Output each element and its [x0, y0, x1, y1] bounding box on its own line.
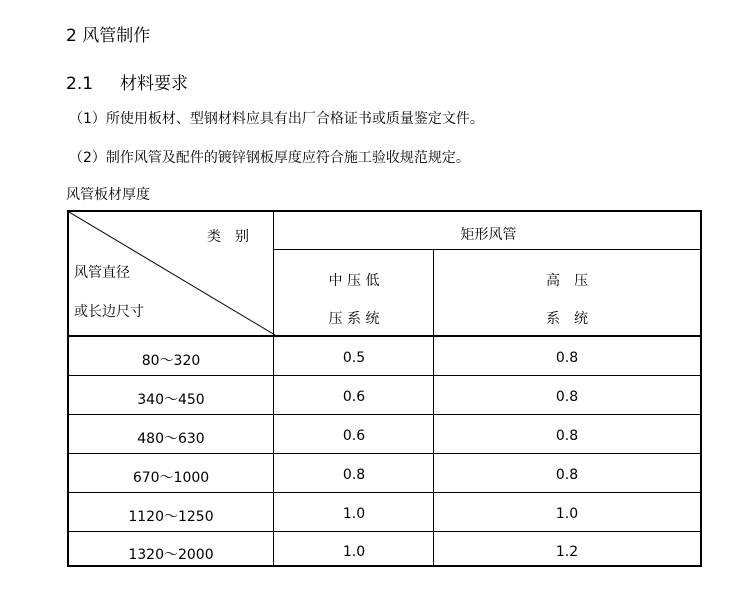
size-cell: 670～1000 [132, 470, 210, 486]
row-divider-5 [69, 531, 700, 532]
high-cell: 0.8 [555, 467, 579, 483]
mid-low-cell: 0.5 [342, 350, 366, 366]
col-mid-low-line2: 压 系 统 [328, 311, 380, 327]
high-cell: 0.8 [555, 350, 579, 366]
header-divider [69, 335, 700, 337]
col-high-line1: 高 压 [546, 273, 588, 289]
subsection-heading [66, 69, 188, 94]
row-divider-4 [69, 492, 700, 493]
subsection-number: 2.1 [66, 74, 94, 94]
size-cell: 340～450 [137, 392, 205, 408]
col-mid-low-line1: 中 压 低 [328, 273, 380, 289]
group-header-divider [273, 249, 700, 250]
mid-low-cell: 0.6 [342, 389, 366, 405]
row-divider-3 [69, 453, 700, 454]
size-cell: 1120～1250 [128, 509, 214, 525]
high-cell: 0.8 [555, 389, 579, 405]
high-cell: 1.0 [555, 506, 579, 522]
size-cell: 80～320 [141, 353, 201, 369]
size-cell: 480～630 [137, 431, 205, 447]
mid-low-cell: 0.6 [342, 428, 366, 444]
row-divider-2 [69, 414, 700, 415]
group-header-rect-duct: 矩形风管 [460, 227, 517, 243]
paragraph-2: （2）制作风管及配件的镀锌钢板厚度应符合施工验收规范规定。 [69, 150, 470, 166]
high-cell: 0.8 [555, 428, 579, 444]
section-heading: 2 风管制作 [66, 26, 151, 46]
thickness-table [67, 210, 702, 567]
row-divider-1 [69, 375, 700, 376]
col-high-line2: 系 统 [546, 311, 588, 327]
table-caption: 风管板材厚度 [66, 187, 150, 203]
mid-low-cell: 0.8 [342, 467, 366, 483]
subsection-title: 材料要求 [120, 74, 188, 94]
mid-low-cell: 1.0 [342, 506, 366, 522]
corner-size-label-line1: 风管直径 [74, 265, 130, 281]
size-cell: 1320～2000 [128, 547, 214, 563]
high-cell: 1.2 [555, 544, 579, 560]
corner-size-label-line2: 或长边尺寸 [74, 304, 144, 320]
mid-low-cell: 1.0 [342, 544, 366, 560]
corner-category-label: 类 别 [207, 229, 249, 245]
paragraph-1: （1）所使用板材、型钢材料应具有出厂合格证书或质量鉴定文件。 [69, 111, 484, 127]
